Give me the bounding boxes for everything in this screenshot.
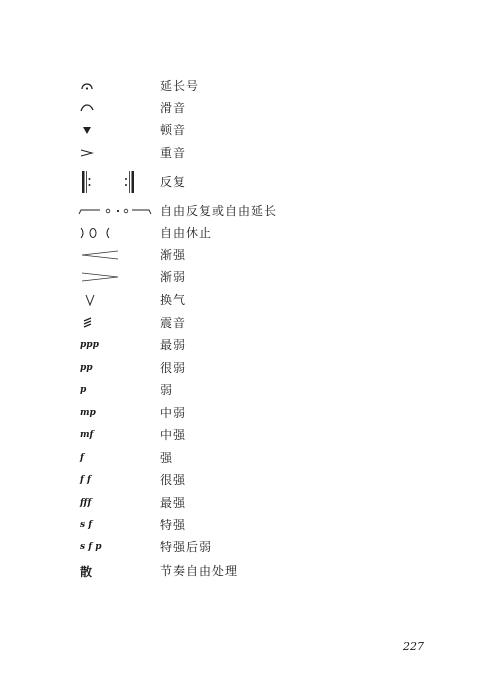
entry-label: 滑音 [160, 101, 187, 115]
entry-label: 渐强 [160, 248, 187, 262]
free-repeat-icon [78, 201, 152, 221]
breath-mark-icon [84, 290, 96, 310]
entry-label: 最弱 [160, 338, 187, 352]
entry-row [0, 201, 477, 221]
entry-label: 特强 [160, 518, 187, 532]
entry-row [0, 493, 477, 513]
entry-label: 节奏自由处理 [160, 564, 239, 578]
fermata-icon [80, 76, 94, 96]
dynamic-marking: pp [80, 363, 93, 373]
entry-label: 中弱 [160, 406, 187, 420]
staccatissimo-icon [80, 120, 94, 140]
entry-row [0, 537, 477, 557]
entry-label: 中强 [160, 428, 187, 442]
entry-row [0, 403, 477, 423]
entry-row [0, 425, 477, 445]
dynamic-marking: mf [80, 430, 94, 440]
entry-label: 特强后弱 [160, 540, 213, 554]
dynamic-marking: s f [80, 520, 93, 530]
entry-label: 最强 [160, 496, 187, 510]
entry-row [0, 223, 477, 243]
glissando-icon [80, 98, 94, 118]
accent-icon [80, 143, 94, 163]
entry-row [0, 170, 477, 194]
entry-row [0, 448, 477, 468]
entry-row [0, 561, 477, 581]
entry-label: 很强 [160, 473, 187, 487]
entry-row [0, 313, 477, 333]
entry-row [0, 515, 477, 535]
entry-row [0, 120, 477, 140]
entry-label: 换气 [160, 293, 187, 307]
dynamic-marking: s f p [80, 542, 102, 552]
entry-row [0, 358, 477, 378]
entry-label: 反复 [160, 175, 187, 189]
page-number: 227 [403, 640, 424, 653]
entry-row [0, 245, 477, 265]
crescendo-icon [80, 245, 120, 265]
entry-row [0, 335, 477, 355]
entry-row [0, 470, 477, 490]
entry-row [0, 76, 477, 96]
tremolo-icon [82, 313, 94, 333]
entry-label: 顿音 [160, 123, 187, 137]
repeat-signs-icon [80, 170, 140, 194]
entry-label: 重音 [160, 146, 187, 160]
dynamic-marking: fff [80, 498, 92, 508]
dynamic-marking: f [80, 453, 84, 463]
dynamic-marking: p [80, 385, 87, 395]
dynamic-marking: f f [80, 475, 91, 485]
decrescendo-icon [80, 267, 120, 287]
entry-label: 渐弱 [160, 270, 187, 284]
entry-row [0, 290, 477, 310]
entry-label: 自由休止 [160, 226, 213, 240]
entry-label: 自由反复或自由延长 [160, 204, 278, 218]
entry-label: 震音 [160, 316, 187, 330]
entry-label: 强 [160, 451, 174, 465]
dynamic-marking: mp [80, 408, 96, 418]
entry-row [0, 267, 477, 287]
entry-row [0, 143, 477, 163]
entry-label: 延长号 [160, 79, 200, 93]
entry-row [0, 380, 477, 400]
entry-row [0, 98, 477, 118]
free-rhythm-marking: 散 [80, 564, 93, 579]
dynamic-marking: ppp [80, 340, 99, 350]
free-rest-icon [79, 223, 119, 243]
entry-label: 弱 [160, 383, 174, 397]
entry-label: 很弱 [160, 361, 187, 375]
